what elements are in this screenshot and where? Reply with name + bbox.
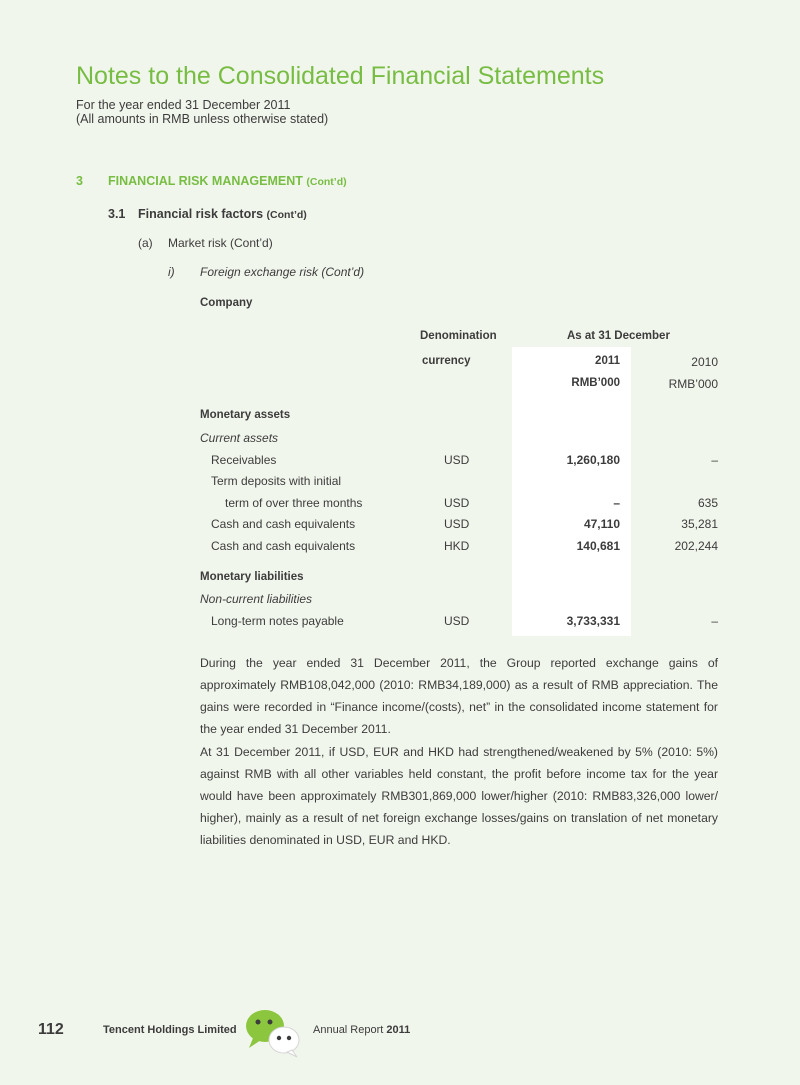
table-row [0, 592, 800, 612]
footer-report-label [313, 1024, 410, 1036]
paragraph-a-heading: Market risk (Cont’d) [168, 236, 273, 250]
table-row [0, 539, 800, 559]
row-label: Long-term notes payable [211, 614, 344, 628]
header-currency: currency [422, 355, 471, 367]
row-label: Current assets [200, 431, 279, 445]
wechat-logo-icon [243, 1006, 303, 1058]
row-value-2011: 1,260,180 [566, 453, 620, 467]
table-row [0, 496, 800, 516]
row-value-2011: 47,110 [583, 517, 620, 531]
table-row [0, 409, 800, 429]
row-label: term of over three months [225, 496, 363, 510]
row-value-2011: 3,733,331 [566, 614, 620, 628]
row-currency: USD [444, 496, 470, 510]
row-currency: USD [444, 614, 470, 628]
sensitivity-paragraph: At 31 December 2011, if USD, EUR and HKD had strengthened/weakened by 5% (2010: 5%) against RMB with all other variables held constant, the profit before income tax for the year would have been approximately RMB301,869,000 lower/higher (2010: RMB83,326,000 lower/ higher), mainly as a result of net foreign exchange losses/gains on translation of net monetary liabilities denominated in USD, EUR and HKD. [200, 745, 718, 847]
row-label: Cash and cash equivalents [211, 517, 356, 531]
row-value-2010: – [711, 614, 718, 628]
section-title-text: FINANCIAL RISK MANAGEMENT [108, 174, 303, 188]
row-value-2010: 35,281 [681, 517, 718, 531]
section-number: 3 [76, 174, 83, 188]
exchange-gains-paragraph: During the year ended 31 December 2011, the Group reported exchange gains of approximately RMB108,042,000 (2010: RMB34,189,000) as a result of RMB appreciation. The gains were recorded in “Finance income/(costs), net” in the consolidated income statement for the year ended 31 December 2011. [200, 656, 718, 736]
row-value-2011: 140,681 [576, 539, 620, 553]
row-label: Monetary liabilities [200, 571, 304, 583]
paragraph-i-heading: Foreign exchange risk (Cont’d) [200, 265, 365, 279]
header-denomination: Denomination [420, 330, 497, 342]
row-label: Term deposits with initial [211, 474, 342, 488]
subtitle-currency-note: (All amounts in RMB unless otherwise stated) [76, 112, 329, 126]
subsection-number: 3.1 [108, 207, 126, 221]
header-unit-2010: RMB’000 [668, 377, 718, 391]
footer-report-year: 2011 [386, 1024, 411, 1036]
paragraph-i-number: i) [168, 265, 175, 279]
row-currency: HKD [444, 539, 470, 553]
row-value-2011: – [613, 496, 620, 510]
table-row [0, 614, 800, 634]
table-row [0, 571, 800, 591]
page-number: 112 [38, 1021, 64, 1038]
table-row [0, 474, 800, 494]
row-value-2010: – [711, 453, 718, 467]
page-title: Notes to the Consolidated Financial Statements [76, 62, 605, 90]
paragraph-a-number: (a) [138, 236, 153, 250]
row-currency: USD [444, 453, 470, 467]
row-currency: USD [444, 517, 470, 531]
header-as-at: As at 31 December [567, 330, 670, 342]
header-year-2011: 2011 [595, 355, 620, 367]
row-label: Cash and cash equivalents [211, 539, 356, 553]
subsection-title [138, 207, 307, 221]
footer-report-text: Annual Report [313, 1024, 384, 1036]
row-label: Receivables [211, 453, 277, 467]
row-label: Non-current liabilities [200, 592, 313, 606]
row-value-2010: 635 [697, 496, 718, 510]
subsection-title-text: Financial risk factors [138, 207, 264, 221]
row-label: Monetary assets [200, 409, 291, 421]
section-title-suffix: (Cont’d) [306, 176, 347, 188]
table-row [0, 453, 800, 473]
header-unit-2011: RMB’000 [571, 377, 620, 389]
footer-company-name: Tencent Holdings Limited [103, 1024, 237, 1036]
header-year-2010: 2010 [691, 355, 718, 369]
table-row [0, 431, 800, 451]
table-row [0, 517, 800, 537]
table-entity-label: Company [200, 297, 253, 309]
section-title [108, 174, 347, 188]
subsection-title-suffix: (Cont’d) [266, 209, 307, 221]
page-subtitle [76, 98, 328, 126]
row-value-2010: 202,244 [674, 539, 718, 553]
subtitle-period: For the year ended 31 December 2011 [76, 98, 291, 112]
